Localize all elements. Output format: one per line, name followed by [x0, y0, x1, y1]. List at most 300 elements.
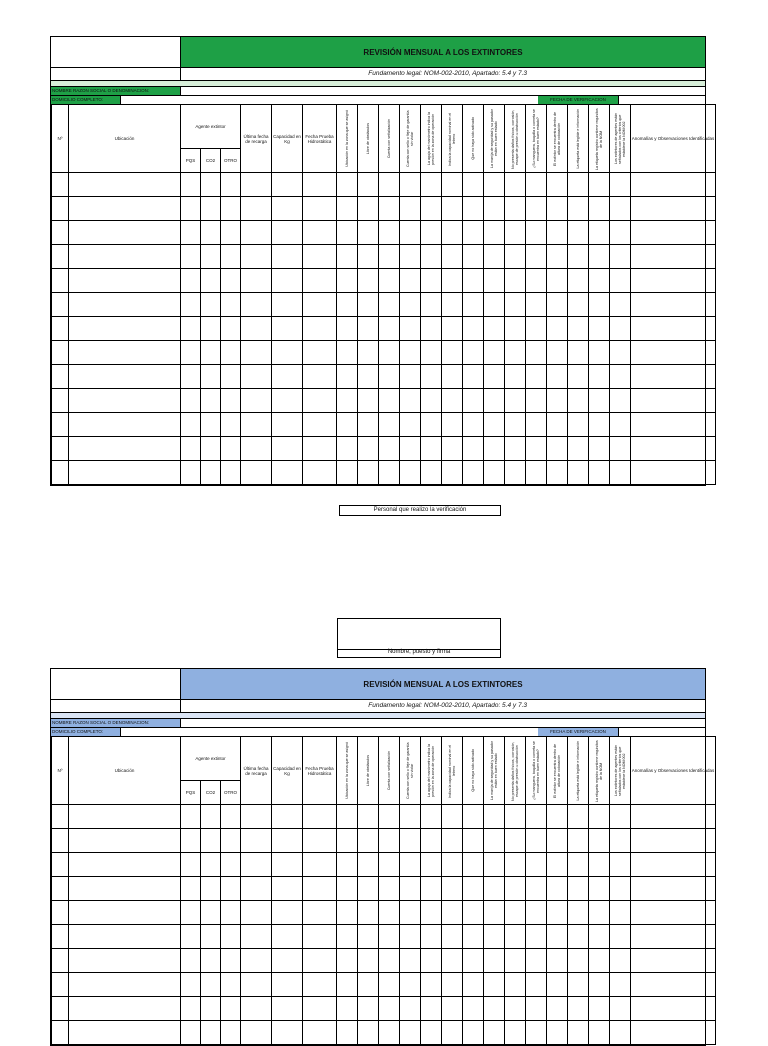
table-cell[interactable]: [358, 365, 379, 389]
table-cell[interactable]: [547, 269, 568, 293]
table-cell[interactable]: [221, 365, 241, 389]
table-cell[interactable]: [303, 1021, 337, 1045]
table-cell[interactable]: [568, 197, 589, 221]
table-cell[interactable]: [400, 197, 421, 221]
table-cell[interactable]: [631, 973, 716, 997]
table-cell[interactable]: [463, 221, 484, 245]
table-cell[interactable]: [181, 389, 201, 413]
table-cell[interactable]: [421, 293, 442, 317]
signature-area[interactable]: [337, 618, 501, 658]
table-cell[interactable]: [463, 365, 484, 389]
table-cell[interactable]: [631, 853, 716, 877]
table-cell[interactable]: [631, 389, 716, 413]
table-cell[interactable]: [400, 341, 421, 365]
table-cell[interactable]: [400, 925, 421, 949]
table-cell[interactable]: [526, 269, 547, 293]
table-cell[interactable]: [358, 413, 379, 437]
table-cell[interactable]: [379, 173, 400, 197]
table-cell[interactable]: [610, 973, 631, 997]
table-cell[interactable]: [442, 389, 463, 413]
table-cell[interactable]: [52, 925, 69, 949]
table-cell[interactable]: [272, 925, 303, 949]
table-cell[interactable]: [610, 829, 631, 853]
table-cell[interactable]: [463, 877, 484, 901]
table-cell[interactable]: [505, 805, 526, 829]
table-cell[interactable]: [631, 1021, 716, 1045]
table-cell[interactable]: [181, 461, 201, 485]
table-cell[interactable]: [181, 317, 201, 341]
table-cell[interactable]: [610, 317, 631, 341]
table-cell[interactable]: [484, 461, 505, 485]
table-cell[interactable]: [484, 221, 505, 245]
table-cell[interactable]: [610, 269, 631, 293]
table-cell[interactable]: [568, 901, 589, 925]
table-cell[interactable]: [241, 829, 272, 853]
table-cell[interactable]: [337, 805, 358, 829]
table-cell[interactable]: [358, 853, 379, 877]
table-cell[interactable]: [337, 293, 358, 317]
table-cell[interactable]: [201, 293, 221, 317]
table-cell[interactable]: [358, 997, 379, 1021]
table-cell[interactable]: [400, 269, 421, 293]
table-cell[interactable]: [589, 341, 610, 365]
table-cell[interactable]: [201, 245, 221, 269]
table-cell[interactable]: [272, 341, 303, 365]
table-cell[interactable]: [303, 365, 337, 389]
table-cell[interactable]: [52, 221, 69, 245]
table-cell[interactable]: [421, 269, 442, 293]
table-cell[interactable]: [201, 269, 221, 293]
table-cell[interactable]: [610, 413, 631, 437]
table-cell[interactable]: [484, 925, 505, 949]
table-cell[interactable]: [201, 973, 221, 997]
table-cell[interactable]: [505, 413, 526, 437]
table-cell[interactable]: [69, 805, 181, 829]
table-cell[interactable]: [421, 949, 442, 973]
table-cell[interactable]: [568, 853, 589, 877]
table-cell[interactable]: [610, 1021, 631, 1045]
table-cell[interactable]: [201, 461, 221, 485]
table-cell[interactable]: [201, 365, 221, 389]
table-cell[interactable]: [241, 901, 272, 925]
table-cell[interactable]: [303, 341, 337, 365]
table-cell[interactable]: [547, 949, 568, 973]
table-cell[interactable]: [52, 389, 69, 413]
table-cell[interactable]: [442, 877, 463, 901]
table-cell[interactable]: [526, 437, 547, 461]
table-cell[interactable]: [181, 853, 201, 877]
table-cell[interactable]: [547, 437, 568, 461]
table-cell[interactable]: [421, 877, 442, 901]
table-cell[interactable]: [547, 173, 568, 197]
table-cell[interactable]: [568, 269, 589, 293]
table-cell[interactable]: [272, 901, 303, 925]
table-cell[interactable]: [337, 245, 358, 269]
table-cell[interactable]: [547, 877, 568, 901]
table-cell[interactable]: [505, 461, 526, 485]
table-cell[interactable]: [589, 997, 610, 1021]
table-cell[interactable]: [400, 437, 421, 461]
table-cell[interactable]: [272, 173, 303, 197]
table-cell[interactable]: [303, 269, 337, 293]
table-cell[interactable]: [181, 877, 201, 901]
table-cell[interactable]: [463, 949, 484, 973]
table-cell[interactable]: [221, 389, 241, 413]
table-cell[interactable]: [589, 949, 610, 973]
table-cell[interactable]: [358, 269, 379, 293]
table-cell[interactable]: [358, 949, 379, 973]
table-cell[interactable]: [201, 197, 221, 221]
fecha-field[interactable]: [618, 96, 705, 104]
table-cell[interactable]: [69, 925, 181, 949]
table-cell[interactable]: [463, 997, 484, 1021]
table-cell[interactable]: [201, 829, 221, 853]
table-cell[interactable]: [610, 805, 631, 829]
table-cell[interactable]: [421, 365, 442, 389]
table-cell[interactable]: [631, 341, 716, 365]
table-cell[interactable]: [589, 901, 610, 925]
table-cell[interactable]: [421, 853, 442, 877]
table-cell[interactable]: [379, 901, 400, 925]
table-cell[interactable]: [201, 437, 221, 461]
table-cell[interactable]: [272, 413, 303, 437]
table-cell[interactable]: [358, 389, 379, 413]
table-cell[interactable]: [221, 973, 241, 997]
table-cell[interactable]: [337, 829, 358, 853]
table-cell[interactable]: [69, 901, 181, 925]
table-cell[interactable]: [69, 269, 181, 293]
table-cell[interactable]: [421, 925, 442, 949]
table-cell[interactable]: [442, 805, 463, 829]
table-cell[interactable]: [589, 805, 610, 829]
table-cell[interactable]: [272, 389, 303, 413]
table-cell[interactable]: [379, 437, 400, 461]
table-cell[interactable]: [303, 389, 337, 413]
table-cell[interactable]: [463, 461, 484, 485]
table-cell[interactable]: [421, 461, 442, 485]
table-cell[interactable]: [201, 173, 221, 197]
table-cell[interactable]: [337, 1021, 358, 1045]
table-cell[interactable]: [589, 269, 610, 293]
table-cell[interactable]: [303, 973, 337, 997]
table-cell[interactable]: [547, 317, 568, 341]
table-cell[interactable]: [526, 973, 547, 997]
table-cell[interactable]: [589, 221, 610, 245]
table-cell[interactable]: [505, 437, 526, 461]
table-cell[interactable]: [610, 901, 631, 925]
table-cell[interactable]: [631, 365, 716, 389]
table-cell[interactable]: [526, 853, 547, 877]
table-cell[interactable]: [526, 1021, 547, 1045]
table-cell[interactable]: [589, 245, 610, 269]
table-cell[interactable]: [69, 949, 181, 973]
table-cell[interactable]: [358, 925, 379, 949]
nombre-field[interactable]: [180, 719, 705, 727]
table-cell[interactable]: [241, 317, 272, 341]
table-cell[interactable]: [631, 197, 716, 221]
table-cell[interactable]: [589, 461, 610, 485]
table-cell[interactable]: [52, 197, 69, 221]
table-cell[interactable]: [303, 245, 337, 269]
table-cell[interactable]: [505, 173, 526, 197]
table-cell[interactable]: [442, 221, 463, 245]
table-cell[interactable]: [69, 413, 181, 437]
table-cell[interactable]: [52, 461, 69, 485]
table-cell[interactable]: [526, 245, 547, 269]
table-cell[interactable]: [463, 173, 484, 197]
table-cell[interactable]: [568, 877, 589, 901]
table-cell[interactable]: [631, 805, 716, 829]
table-cell[interactable]: [181, 341, 201, 365]
table-cell[interactable]: [505, 221, 526, 245]
table-cell[interactable]: [201, 221, 221, 245]
table-cell[interactable]: [610, 389, 631, 413]
table-cell[interactable]: [484, 437, 505, 461]
table-cell[interactable]: [610, 853, 631, 877]
table-cell[interactable]: [484, 973, 505, 997]
table-cell[interactable]: [610, 437, 631, 461]
table-cell[interactable]: [631, 877, 716, 901]
table-cell[interactable]: [241, 389, 272, 413]
table-cell[interactable]: [358, 317, 379, 341]
table-cell[interactable]: [589, 829, 610, 853]
table-cell[interactable]: [526, 829, 547, 853]
table-cell[interactable]: [69, 317, 181, 341]
table-cell[interactable]: [505, 293, 526, 317]
table-cell[interactable]: [241, 925, 272, 949]
table-cell[interactable]: [337, 341, 358, 365]
table-cell[interactable]: [421, 197, 442, 221]
table-cell[interactable]: [484, 949, 505, 973]
table-cell[interactable]: [272, 437, 303, 461]
table-cell[interactable]: [52, 853, 69, 877]
table-cell[interactable]: [221, 925, 241, 949]
table-cell[interactable]: [358, 341, 379, 365]
table-cell[interactable]: [400, 413, 421, 437]
table-cell[interactable]: [337, 221, 358, 245]
table-cell[interactable]: [631, 437, 716, 461]
table-cell[interactable]: [181, 925, 201, 949]
table-cell[interactable]: [303, 461, 337, 485]
table-cell[interactable]: [69, 173, 181, 197]
table-cell[interactable]: [484, 805, 505, 829]
table-cell[interactable]: [526, 341, 547, 365]
table-cell[interactable]: [463, 317, 484, 341]
table-cell[interactable]: [442, 173, 463, 197]
table-cell[interactable]: [400, 829, 421, 853]
table-cell[interactable]: [52, 269, 69, 293]
table-cell[interactable]: [400, 173, 421, 197]
table-cell[interactable]: [303, 805, 337, 829]
table-cell[interactable]: [610, 173, 631, 197]
table-cell[interactable]: [181, 413, 201, 437]
table-cell[interactable]: [610, 293, 631, 317]
table-cell[interactable]: [241, 877, 272, 901]
table-cell[interactable]: [241, 341, 272, 365]
table-cell[interactable]: [610, 341, 631, 365]
table-cell[interactable]: [303, 317, 337, 341]
table-cell[interactable]: [337, 197, 358, 221]
table-cell[interactable]: [484, 269, 505, 293]
table-cell[interactable]: [379, 317, 400, 341]
table-cell[interactable]: [568, 805, 589, 829]
table-cell[interactable]: [69, 853, 181, 877]
table-cell[interactable]: [589, 853, 610, 877]
table-cell[interactable]: [484, 389, 505, 413]
table-cell[interactable]: [337, 997, 358, 1021]
table-cell[interactable]: [526, 293, 547, 317]
table-cell[interactable]: [241, 221, 272, 245]
table-cell[interactable]: [610, 877, 631, 901]
table-cell[interactable]: [463, 1021, 484, 1045]
table-cell[interactable]: [221, 293, 241, 317]
table-cell[interactable]: [303, 949, 337, 973]
table-cell[interactable]: [201, 997, 221, 1021]
table-cell[interactable]: [631, 901, 716, 925]
table-cell[interactable]: [568, 173, 589, 197]
table-cell[interactable]: [526, 173, 547, 197]
table-cell[interactable]: [442, 925, 463, 949]
table-cell[interactable]: [526, 949, 547, 973]
table-cell[interactable]: [442, 973, 463, 997]
table-cell[interactable]: [379, 925, 400, 949]
table-cell[interactable]: [221, 221, 241, 245]
table-cell[interactable]: [505, 197, 526, 221]
table-cell[interactable]: [181, 997, 201, 1021]
table-cell[interactable]: [69, 365, 181, 389]
table-cell[interactable]: [526, 317, 547, 341]
table-cell[interactable]: [272, 269, 303, 293]
table-cell[interactable]: [442, 197, 463, 221]
table-cell[interactable]: [52, 437, 69, 461]
table-cell[interactable]: [547, 245, 568, 269]
table-cell[interactable]: [631, 829, 716, 853]
table-cell[interactable]: [181, 197, 201, 221]
table-cell[interactable]: [358, 829, 379, 853]
table-cell[interactable]: [463, 197, 484, 221]
table-cell[interactable]: [272, 949, 303, 973]
table-cell[interactable]: [589, 437, 610, 461]
table-cell[interactable]: [358, 173, 379, 197]
table-cell[interactable]: [463, 925, 484, 949]
table-cell[interactable]: [610, 245, 631, 269]
table-cell[interactable]: [201, 1021, 221, 1045]
table-cell[interactable]: [442, 437, 463, 461]
table-cell[interactable]: [69, 245, 181, 269]
table-cell[interactable]: [379, 413, 400, 437]
table-cell[interactable]: [181, 293, 201, 317]
table-cell[interactable]: [505, 1021, 526, 1045]
table-cell[interactable]: [303, 413, 337, 437]
table-cell[interactable]: [272, 997, 303, 1021]
table-cell[interactable]: [241, 197, 272, 221]
table-cell[interactable]: [442, 365, 463, 389]
table-cell[interactable]: [379, 973, 400, 997]
table-cell[interactable]: [505, 269, 526, 293]
table-cell[interactable]: [547, 341, 568, 365]
table-cell[interactable]: [442, 461, 463, 485]
table-cell[interactable]: [484, 1021, 505, 1045]
table-cell[interactable]: [484, 341, 505, 365]
table-cell[interactable]: [181, 437, 201, 461]
table-cell[interactable]: [303, 997, 337, 1021]
table-cell[interactable]: [400, 317, 421, 341]
table-cell[interactable]: [400, 1021, 421, 1045]
table-cell[interactable]: [379, 853, 400, 877]
table-cell[interactable]: [337, 853, 358, 877]
table-cell[interactable]: [484, 853, 505, 877]
table-cell[interactable]: [400, 461, 421, 485]
table-cell[interactable]: [358, 245, 379, 269]
table-cell[interactable]: [421, 173, 442, 197]
table-cell[interactable]: [379, 269, 400, 293]
table-cell[interactable]: [505, 341, 526, 365]
table-cell[interactable]: [221, 245, 241, 269]
table-cell[interactable]: [181, 949, 201, 973]
table-cell[interactable]: [568, 925, 589, 949]
table-cell[interactable]: [610, 925, 631, 949]
table-cell[interactable]: [400, 365, 421, 389]
table-cell[interactable]: [547, 221, 568, 245]
table-cell[interactable]: [631, 245, 716, 269]
table-cell[interactable]: [442, 829, 463, 853]
table-cell[interactable]: [241, 805, 272, 829]
table-cell[interactable]: [463, 245, 484, 269]
table-cell[interactable]: [69, 973, 181, 997]
table-cell[interactable]: [69, 293, 181, 317]
table-cell[interactable]: [181, 829, 201, 853]
table-cell[interactable]: [69, 829, 181, 853]
table-cell[interactable]: [568, 341, 589, 365]
table-cell[interactable]: [52, 173, 69, 197]
table-cell[interactable]: [505, 389, 526, 413]
table-cell[interactable]: [631, 221, 716, 245]
table-cell[interactable]: [69, 877, 181, 901]
table-cell[interactable]: [442, 1021, 463, 1045]
table-cell[interactable]: [589, 293, 610, 317]
table-cell[interactable]: [337, 925, 358, 949]
table-cell[interactable]: [421, 437, 442, 461]
table-cell[interactable]: [303, 197, 337, 221]
table-cell[interactable]: [442, 269, 463, 293]
table-cell[interactable]: [221, 877, 241, 901]
table-cell[interactable]: [484, 197, 505, 221]
table-cell[interactable]: [379, 997, 400, 1021]
table-cell[interactable]: [221, 197, 241, 221]
table-cell[interactable]: [181, 1021, 201, 1045]
table-cell[interactable]: [337, 973, 358, 997]
table-cell[interactable]: [303, 829, 337, 853]
table-cell[interactable]: [379, 293, 400, 317]
table-cell[interactable]: [181, 269, 201, 293]
table-cell[interactable]: [52, 949, 69, 973]
table-cell[interactable]: [221, 901, 241, 925]
table-cell[interactable]: [69, 341, 181, 365]
table-cell[interactable]: [463, 805, 484, 829]
table-cell[interactable]: [631, 461, 716, 485]
table-cell[interactable]: [568, 997, 589, 1021]
table-cell[interactable]: [379, 461, 400, 485]
table-cell[interactable]: [463, 293, 484, 317]
table-cell[interactable]: [568, 973, 589, 997]
table-cell[interactable]: [421, 997, 442, 1021]
table-cell[interactable]: [400, 805, 421, 829]
table-cell[interactable]: [568, 365, 589, 389]
table-cell[interactable]: [505, 877, 526, 901]
table-cell[interactable]: [181, 365, 201, 389]
table-cell[interactable]: [568, 829, 589, 853]
table-cell[interactable]: [272, 973, 303, 997]
